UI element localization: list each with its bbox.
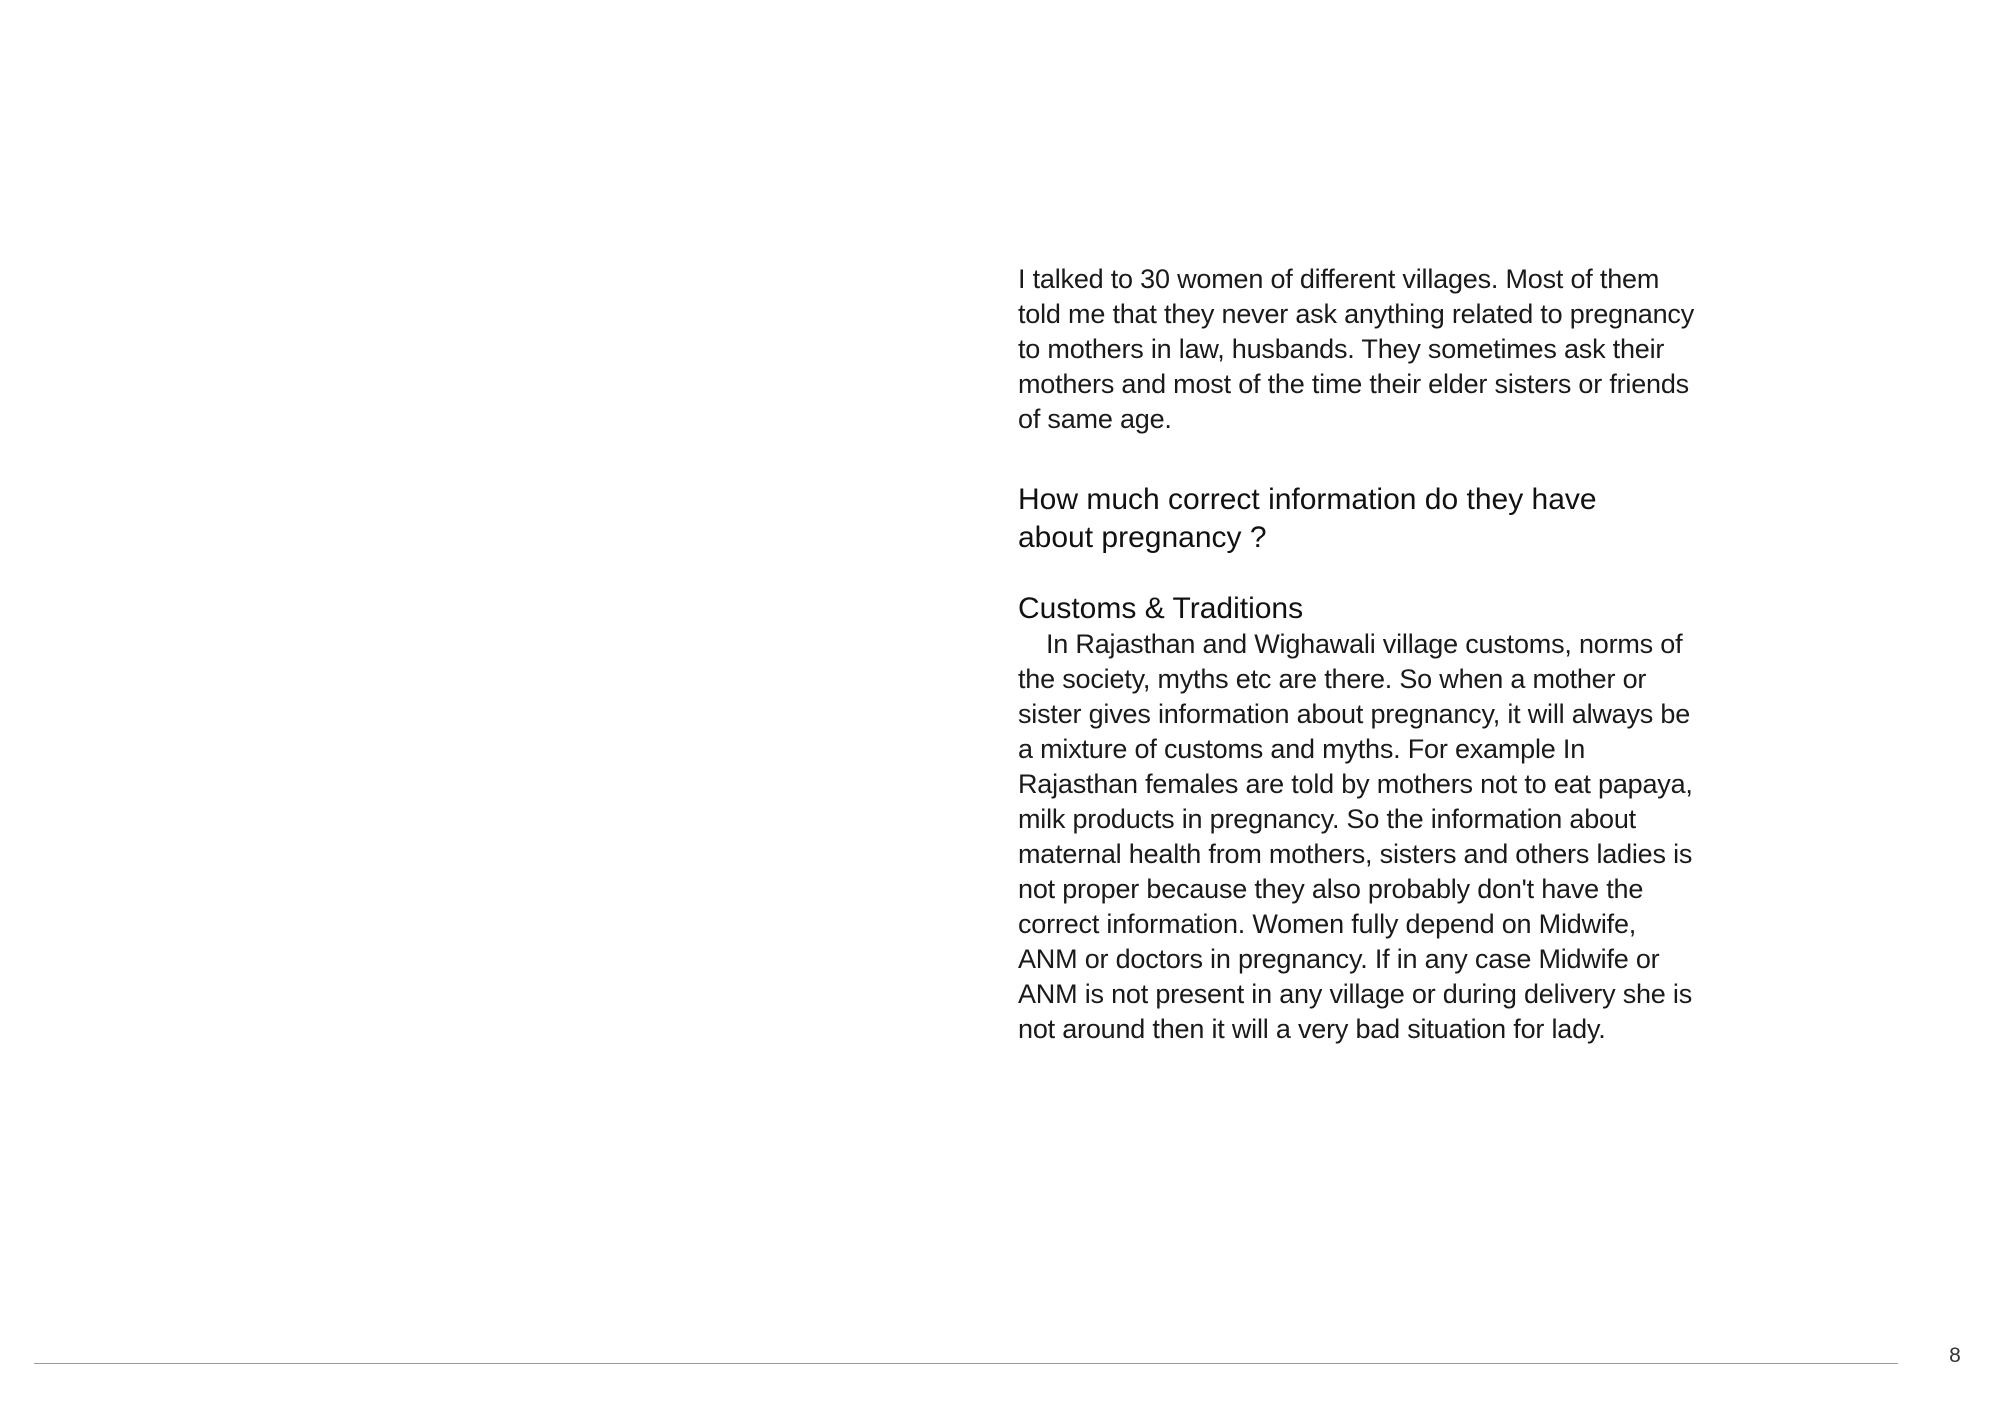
question-heading: How much correct information do they have about pregnancy ? (1018, 483, 1597, 554)
page-number: 8 (1949, 1344, 1961, 1367)
footer-divider (34, 1363, 1898, 1364)
customs-paragraph: In Rajasthan and Wighawali village customs, norms of the society, myths etc are there. So when a mother or sister gives information about pregnancy, it will always be a mixture of customs and myths. For example In Rajasthan females are told by mothers not to eat papaya, milk products in pregnancy. So the information about maternal health from mothers, sisters and others ladies is not proper because they also probably don't have the correct information. Women fully depend on Midwife, ANM or doctors in pregnancy. If in any case Midwife or ANM is not present in any village or during delivery she is not around then it will a very bad situation for lady. (1018, 629, 1693, 1044)
intro-paragraph: I talked to 30 women of different villages. Most of them told me that they never ask anything related to pregnancy to mothers in law, husbands. They sometimes ask their mothers and most of the time their elder sisters or friends of same age. (1018, 264, 1695, 434)
section-heading: Customs & Traditions (1018, 592, 1304, 625)
text-column (1018, 262, 1698, 1047)
